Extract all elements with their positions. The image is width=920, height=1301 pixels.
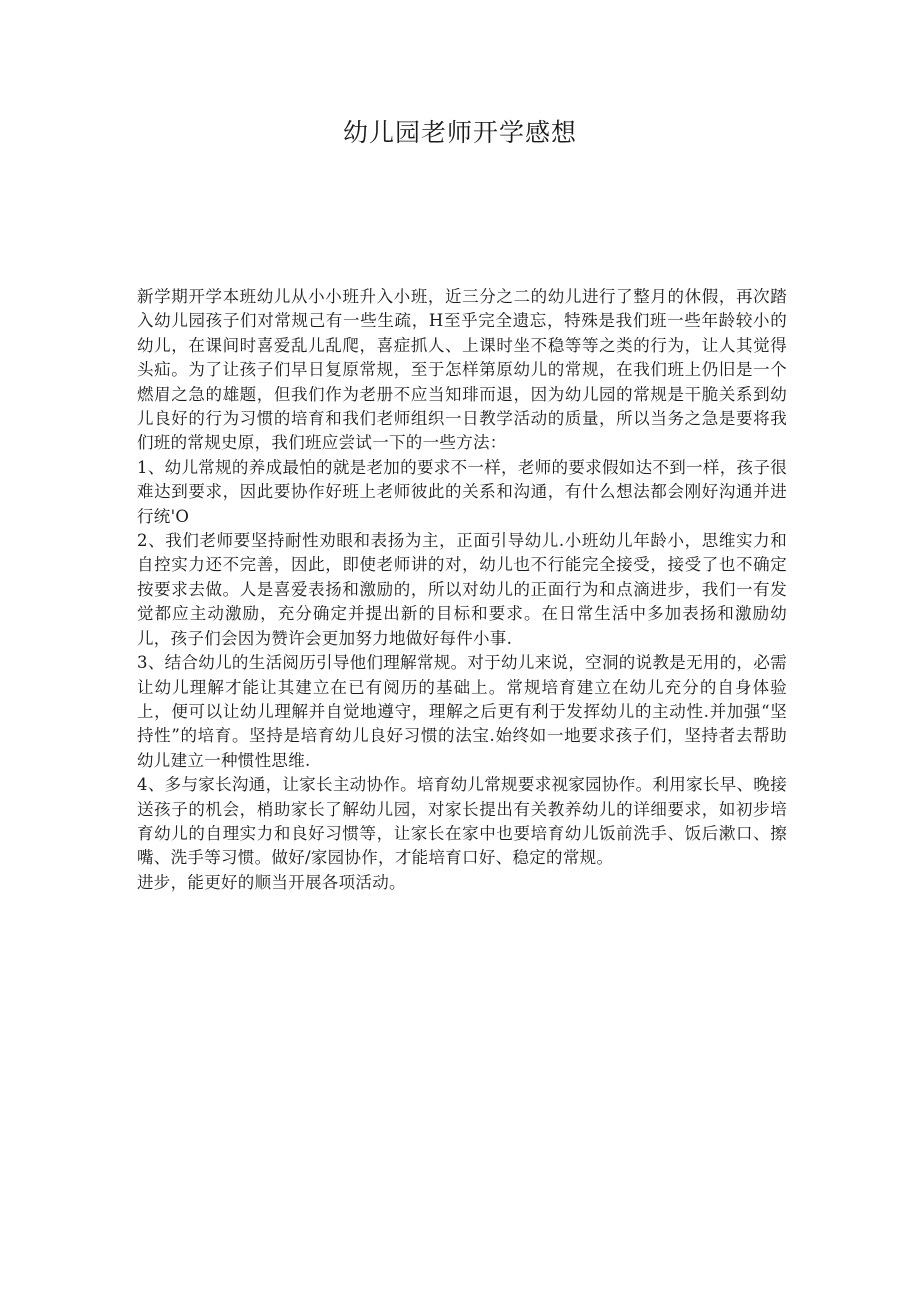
- document-body: [137, 285, 787, 895]
- document-title: 幼儿园老师开学感想: [342, 118, 577, 147]
- paragraph-point-4: 4、多与家长沟通，让家长主动协作。培育幼儿常规要求视家园协作。利用家长早、晚接送孩子的机会，梢助家长了解幼儿园，对家长提出有关教养幼儿的详细要求，如初步培育幼儿的自理实力和良好习惯等，让家长在家中也要培育幼儿饭前洗手、饭后漱口、擦嘴、洗手等习惯。做好/家园协作，才能培育口好、稳定的常规。: [137, 775, 787, 868]
- paragraph-point-1: 1、幼儿常规的养成最怕的就是老加的要求不一样，老师的要求假如达不到一样，孩子很难达到要求，因此要协作好班上老师彼此的关系和沟通，有什么想法都会刚好沟通并进行统'O: [137, 457, 787, 526]
- paragraph-intro: 新学期开学本班幼儿从小小班升入小班，近三分之二的幼儿进行了整月的休假，再次踏入幼儿园孩子们对常规己有一些生疏，H至乎完全遗忘，特殊是我们班一些年龄较小的幼儿，在课间时喜爱乱儿乱爬，喜症抓人、上课时坐不稳等等之类的行为，让人其觉得头疝。为了让孩子们早日复原常规，至于怎样第原幼儿的常规，在我们班上仍旧是一个燃眉之急的雄题，但我们作为老册不应当知琲而退，因为幼儿园的常规是干脆关系到幼儿良好的行为习惯的培育和我们老师组织一日教学活动的质量，所以当务之急是要将我们班的常规史原，我们班应尝试一下的一些方法：: [137, 287, 787, 453]
- paragraph-point-3: 3、结合幼儿的生活阅历引导他们理解常规。对于幼儿来说，空洞的说教是无用的，必需让幼儿理解才能让其建立在已有阅历的基础上。常规培育建立在幼儿充分的自身体验上，便可以让幼儿理解并自觉地遵守，理解之后更有利于发挥幼儿的主动性.并加强“坚持性”的培育。坚持是培育幼儿良好习惯的法宝.始终如一地要求孩子们，坚持者去帮助幼儿建立一种惯性思维.: [137, 653, 787, 770]
- paragraph-closing: 进步，能更好的顺当开展各项活动。: [137, 872, 406, 892]
- paragraph-point-2: 2、我们老师要坚持耐性劝眼和表扬为主，正面引导幼儿.小班幼儿年龄小，思维实力和自控实力还不完善，因此，即使老师讲的对，幼儿也不行能完全接受，接受了也不确定按要求去做。人是喜爱表扬和激励的，所以对幼儿的正面行为和点滴进步，我们一有发觉都应主动激励，充分确定并提出新的目标和要求。在日常生活中多加表扬和激励幼儿，孩子们会因为赞许会更加努力地做好每件小事.: [137, 531, 787, 648]
